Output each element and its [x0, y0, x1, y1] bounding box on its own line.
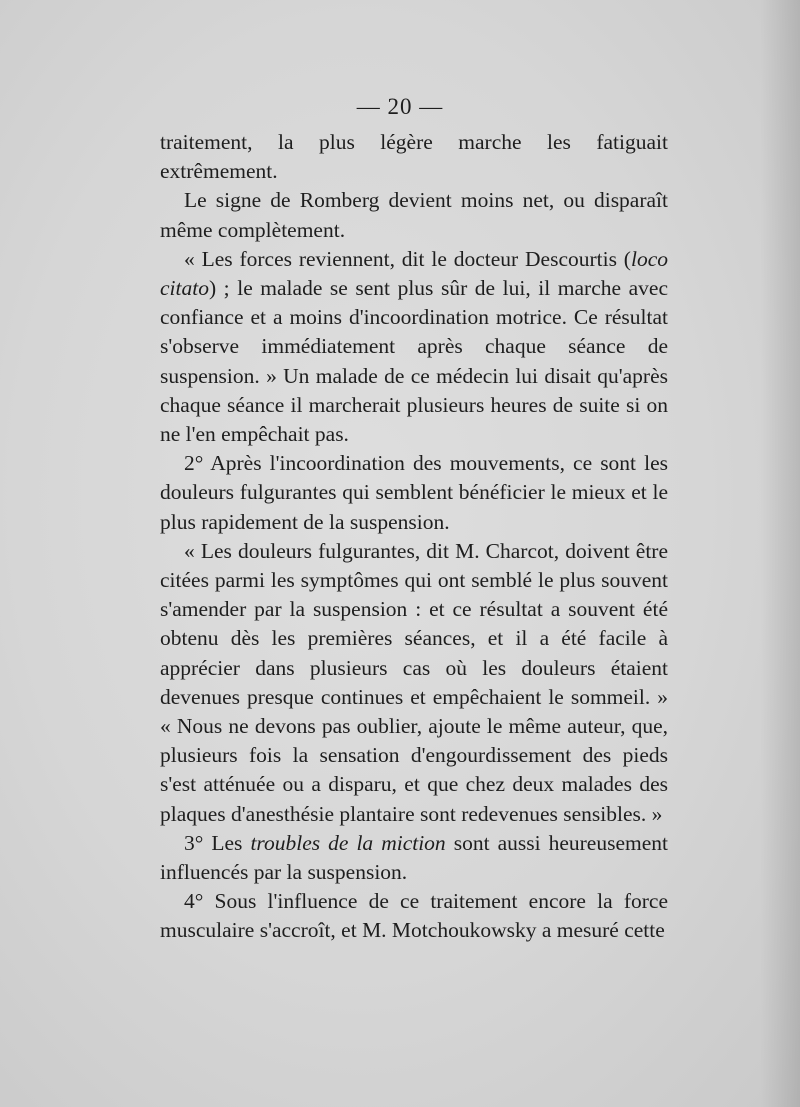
text-run: ) ; le malade se sent plus sûr de lui, il marche avec confiance et a moins d'incoordination motrice. Ce résultat s'observe immédiatement après chaque séance de suspension. » Un malade de ce médecin lui disait qu'après chaque séance il marcherait plusieurs heures de suite si on ne l'en empêchait pas.: [160, 276, 668, 447]
text-run: « Les douleurs fulgurantes, dit M. Charcot, doivent être citées parmi les symptômes qui ont semblé le plus souvent s'amender par la suspension : et ce résultat a souvent été obtenu dès les premières séances, et il a été facile à apprécier dans plusieurs cas où les douleurs étaient devenues presque continues et empêchaient le sommeil. » « Nous ne devons pas oublier, ajoute le même auteur, que, plusieurs fois la sensation d'engourdissement des pieds s'est atténuée ou a disparu, et que chez deux malades des plaques d'anesthésie plantaire sont redevenues sensibles. »: [160, 538, 668, 826]
paragraph-charcot-quote: [160, 537, 668, 829]
paragraph-romberg-sign: [160, 186, 668, 244]
paragraph-descourtis-quote: [160, 245, 668, 449]
text-run: sont aussi heureusement influencés par la suspension.: [160, 830, 668, 885]
text-run: 4° Sous l'influence de ce traitement encore la force musculaire s'accroît, et M. Motchoukowsky a mesuré cette: [160, 889, 668, 943]
text-run: 3° Les: [184, 830, 251, 855]
paragraph-point-2: [160, 449, 668, 537]
text-run: 2° Après l'incoordination des mouvements, ce sont les douleurs fulgurantes qui semblent bénéficier le mieux et le plus rapidement de la suspension.: [160, 451, 668, 534]
paragraph-point-4: [160, 887, 668, 945]
italic-run: troubles de la miction: [250, 830, 446, 855]
italic-run: loco citato: [160, 246, 668, 301]
page-body: [160, 128, 668, 946]
text-run: traitement, la plus légère marche les fatiguait extrêmement.: [160, 130, 668, 184]
page-number: — 20 —: [356, 94, 444, 119]
text-run: Le signe de Romberg devient moins net, ou disparaît même complètement.: [160, 188, 668, 242]
paragraph-point-3: [160, 829, 668, 887]
page-edge-shadow: [760, 0, 800, 1107]
text-run: « Les forces reviennent, dit le docteur Descourtis (: [184, 246, 631, 271]
paragraph-continued: [160, 128, 668, 186]
